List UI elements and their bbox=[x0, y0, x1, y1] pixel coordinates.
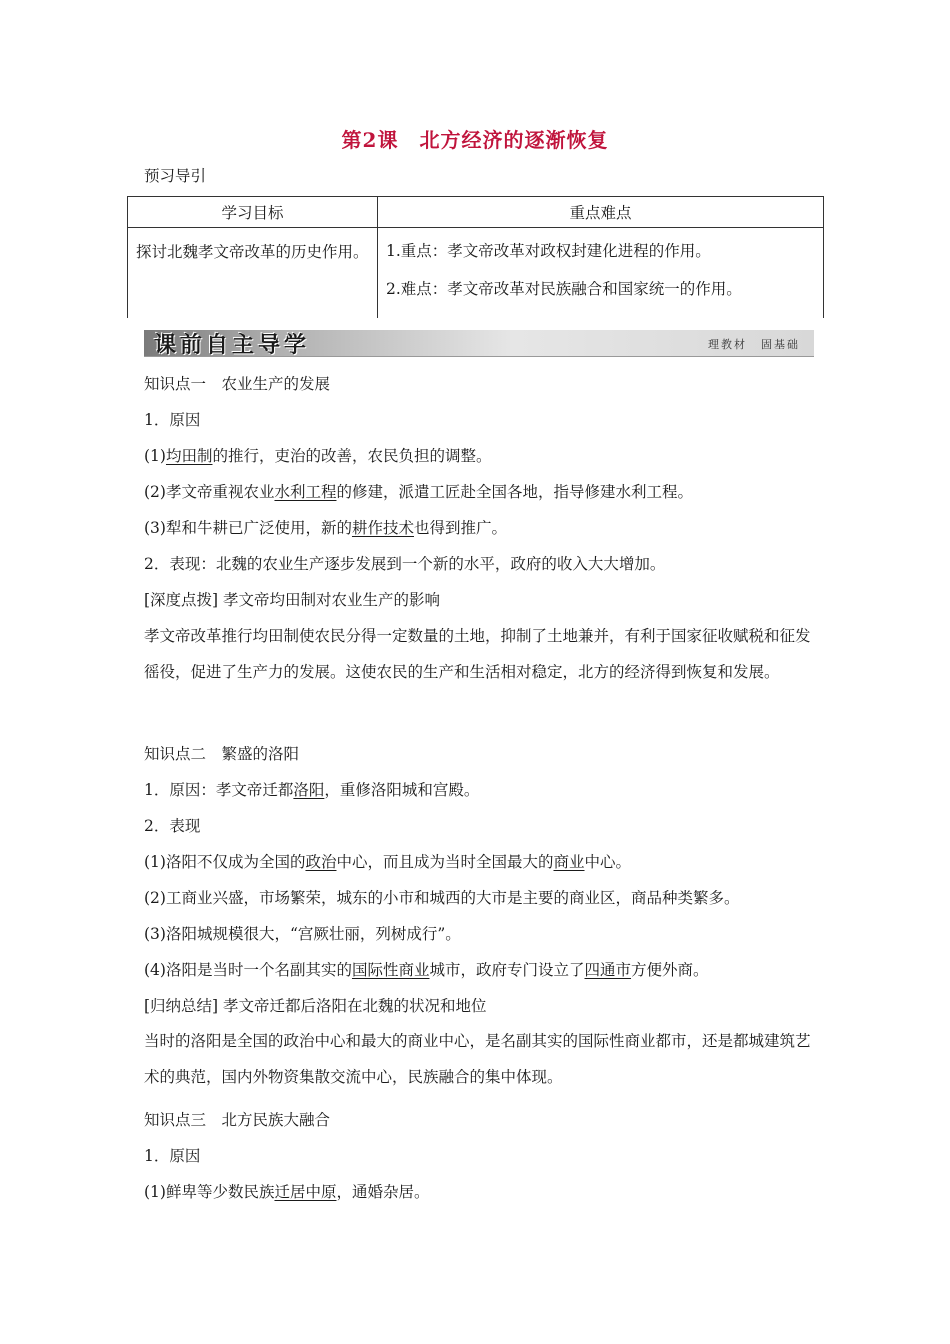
list-item: (2)孝文帝重视农业水利工程的修建，派遣工匠赴全国各地，指导修建水利工程。 bbox=[144, 483, 693, 501]
note-title: [归纳总结] 孝文帝迁都后洛阳在北魏的状况和地位 bbox=[144, 997, 487, 1015]
key-term: 商业 bbox=[553, 853, 585, 871]
section-banner bbox=[144, 330, 814, 357]
list-item: (1)均田制的推行，吏治的改善，农民负担的调整。 bbox=[144, 447, 492, 465]
page-title: 第2课 北方经济的逐渐恢复 bbox=[341, 128, 609, 152]
banner-tag: 固基础 bbox=[761, 338, 800, 351]
list-item: (4)洛阳是当时一个名副其实的国际性商业城市，政府专门设立了四通市方便外商。 bbox=[144, 961, 709, 979]
banner-tag: 理教材 bbox=[708, 338, 747, 351]
list-item: (1)鲜卑等少数民族迁居中原，通婚杂居。 bbox=[144, 1183, 430, 1201]
preview-table bbox=[127, 196, 824, 318]
key-term: 政治 bbox=[305, 853, 337, 871]
list-item: (3)犁和牛耕已广泛使用，新的耕作技术也得到推广。 bbox=[144, 519, 507, 537]
key-term: 耕作技术 bbox=[351, 519, 414, 537]
note-title: [深度点拨] 孝文帝均田制对农业生产的影响 bbox=[144, 591, 441, 609]
key-term: 迁居中原 bbox=[274, 1183, 337, 1201]
key-term: 水利工程 bbox=[274, 483, 337, 501]
list-item: (2)工商业兴盛，市场繁荣，城东的小市和城西的大市是主要的商业区，商品种类繁多。 bbox=[144, 889, 740, 907]
section-heading: 知识点一 农业生产的发展 bbox=[144, 375, 331, 393]
list-item: (3)洛阳城规模很大，“宫厥壮丽，列树成行”。 bbox=[144, 925, 461, 943]
table-key-cell bbox=[378, 228, 824, 319]
subheading: 1．原因 bbox=[144, 1147, 201, 1165]
table-goal-cell: 探讨北魏孝文帝改革的历史作用。 bbox=[128, 228, 378, 319]
list-item: (1)洛阳不仅成为全国的政治中心，而且成为当时全国最大的商业中心。 bbox=[144, 853, 632, 871]
section-heading: 知识点二 繁盛的洛阳 bbox=[144, 745, 300, 763]
table-key-item: 1.重点：孝文帝改革对政权封建化进程的作用。 bbox=[386, 242, 711, 260]
banner-title: 课前自主导学 bbox=[154, 332, 311, 358]
list-item: 2．表现：北魏的农业生产逐步发展到一个新的水平，政府的收入大大增加。 bbox=[144, 555, 666, 573]
table-header-key: 重点难点 bbox=[378, 197, 824, 228]
section-heading: 知识点三 北方民族大融合 bbox=[144, 1111, 331, 1129]
subheading: 1．原因 bbox=[144, 411, 201, 429]
key-term: 四通市 bbox=[584, 961, 632, 979]
key-term: 国际性商业 bbox=[351, 961, 430, 979]
table-key-item: 2.难点：孝文帝改革对民族融合和国家统一的作用。 bbox=[386, 280, 742, 298]
table-header-goal: 学习目标 bbox=[128, 197, 378, 228]
note-paragraph: 当时的洛阳是全国的政治中心和最大的商业中心，是名副其实的国际性商业都市，还是都城建筑艺术的典范，国内外物资集散交流中心，民族融合的集中体现。 bbox=[144, 1032, 811, 1086]
subheading: 2．表现 bbox=[144, 817, 201, 835]
preview-label: 预习导引 bbox=[144, 167, 207, 185]
note-paragraph: 孝文帝改革推行均田制使农民分得一定数量的土地，抑制了土地兼并，有利于国家征收赋税和征发徭役，促进了生产力的发展。这使农民的生产和生活相对稳定，北方的经济得到恢复和发展。 bbox=[144, 627, 811, 681]
key-term: 均田制 bbox=[165, 447, 213, 465]
key-term: 洛阳 bbox=[293, 781, 325, 799]
banner-tagline bbox=[694, 336, 800, 352]
list-item: 1．原因：孝文帝迁都洛阳，重修洛阳城和宫殿。 bbox=[144, 781, 480, 799]
